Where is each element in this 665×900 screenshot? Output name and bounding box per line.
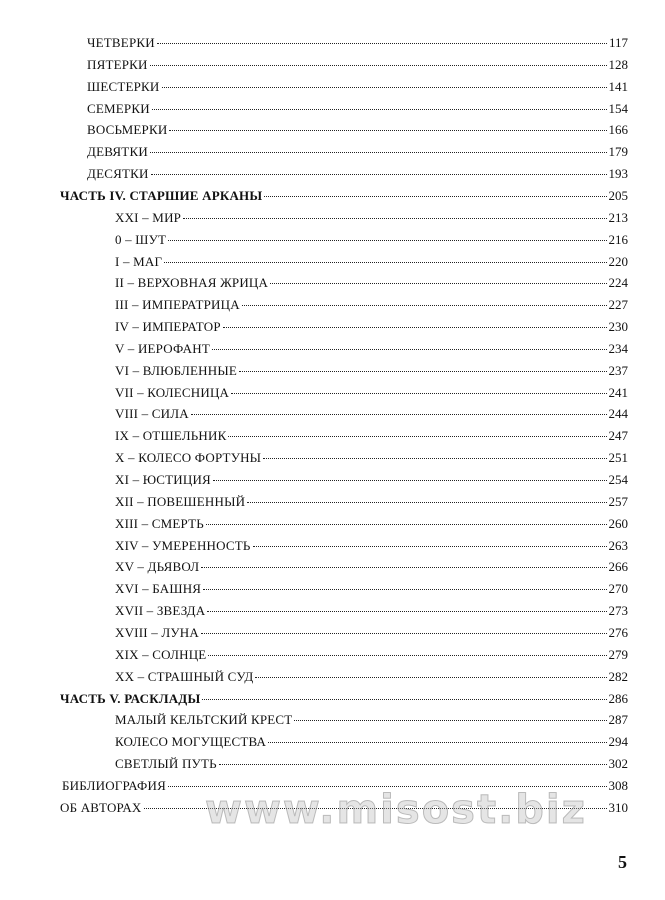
toc-entry-page: 254 xyxy=(608,472,628,487)
dot-leader xyxy=(144,808,607,809)
dot-leader xyxy=(151,174,607,175)
toc-entry-page: 251 xyxy=(608,450,628,466)
dot-leader xyxy=(183,218,606,219)
toc-entry xyxy=(115,251,628,273)
toc-entry-title: XVIII – ЛУНА xyxy=(115,624,199,640)
toc-entry xyxy=(60,797,628,819)
toc-entry xyxy=(115,447,628,469)
toc-entry-title: VII – КОЛЕСНИЦА xyxy=(115,384,230,400)
toc-entry xyxy=(115,644,628,666)
toc-entry xyxy=(115,229,628,251)
toc-entry xyxy=(115,513,628,535)
toc-entry-page: 270 xyxy=(608,581,628,597)
toc-entry xyxy=(115,207,628,229)
toc-entry-page: 154 xyxy=(608,100,628,116)
toc-entry-title: I – МАГ xyxy=(115,253,163,269)
dot-leader xyxy=(268,742,606,743)
toc-entry xyxy=(115,535,628,557)
dot-leader xyxy=(208,655,606,656)
toc-entry xyxy=(115,469,628,491)
toc-entry xyxy=(87,54,628,76)
dot-leader xyxy=(242,305,607,306)
dot-leader xyxy=(270,283,606,284)
toc-entry-page: 247 xyxy=(608,428,628,444)
toc-entry-page: 237 xyxy=(608,362,628,378)
toc-entry-page: 308 xyxy=(608,777,628,793)
dot-leader xyxy=(223,327,607,328)
dot-leader xyxy=(231,393,606,394)
toc-entry-title: ПЯТЕРКИ xyxy=(87,56,148,72)
dot-leader xyxy=(207,611,606,612)
toc-entry-title: ДЕСЯТКИ xyxy=(87,166,149,182)
toc-entry xyxy=(115,382,628,404)
toc-entry-title: XIX – СОЛНЦЕ xyxy=(115,646,207,662)
toc-entry-page: 263 xyxy=(608,537,628,553)
toc-entry-title: XXI – МИР xyxy=(115,209,182,225)
dot-leader xyxy=(169,130,606,131)
toc-entry-page: 244 xyxy=(608,406,628,422)
toc-entry xyxy=(87,98,628,120)
toc-entry-title: ЧЕТВЕРКИ xyxy=(87,35,155,50)
toc-entry-title: СЕМЕРКИ xyxy=(87,100,150,116)
toc-entry xyxy=(115,425,628,447)
toc-entry-title: XVII – ЗВЕЗДА xyxy=(115,603,206,619)
toc-entry-title: ШЕСТЕРКИ xyxy=(87,78,160,94)
toc-entry-page: 166 xyxy=(608,122,628,138)
dot-leader xyxy=(253,546,607,547)
watermark: www.misost.biz xyxy=(205,787,587,833)
toc-entry-title: ВОСЬМЕРКИ xyxy=(87,122,168,138)
toc-entry xyxy=(115,578,628,600)
dot-leader xyxy=(168,786,607,787)
dot-leader xyxy=(255,677,606,678)
toc-entry-title: ЧАСТЬ IV. СТАРШИЕ АРКАНЫ xyxy=(60,187,263,203)
toc-entry-title: 0 – ШУТ xyxy=(115,231,167,247)
toc-entry-page: 287 xyxy=(608,712,628,728)
dot-leader xyxy=(247,502,606,503)
dot-leader xyxy=(152,109,607,110)
toc-entry-page: 273 xyxy=(608,603,628,619)
toc-part-entry xyxy=(60,688,628,710)
toc-entry xyxy=(115,709,628,731)
toc-entry-title: XIII – СМЕРТЬ xyxy=(115,515,204,531)
toc-entry-title: X – КОЛЕСО ФОРТУНЫ xyxy=(115,450,262,466)
toc-entry-page: 282 xyxy=(608,668,628,684)
toc-entry-title: XVI – БАШНЯ xyxy=(115,581,202,597)
toc-entry xyxy=(115,338,628,360)
dot-leader xyxy=(150,65,607,66)
toc-entry-page: 193 xyxy=(608,166,628,182)
toc-part-entry xyxy=(60,185,628,207)
toc-entry-page: 257 xyxy=(608,493,628,509)
dot-leader xyxy=(213,480,607,481)
toc-entry-title: IX – ОТШЕЛЬНИК xyxy=(115,428,227,444)
toc-entry-title: VI – ВЛЮБЛЕННЫЕ xyxy=(115,362,238,378)
dot-leader xyxy=(202,699,606,700)
toc-entry-page: 286 xyxy=(608,690,628,706)
toc-entry-page: 230 xyxy=(608,319,628,335)
dot-leader xyxy=(228,436,606,437)
toc-entry xyxy=(87,119,628,141)
dot-leader xyxy=(263,458,606,459)
dot-leader xyxy=(239,371,606,372)
toc-entry-title: ЧАСТЬ V. РАСКЛАДЫ xyxy=(60,690,201,706)
toc-entry-page: 276 xyxy=(608,624,628,640)
toc-entry-page: 117 xyxy=(608,35,628,50)
toc-entry-title: XV – ДЬЯВОЛ xyxy=(115,559,200,575)
toc-entry-page: 279 xyxy=(608,646,628,662)
toc-entry xyxy=(87,163,628,185)
toc-entry xyxy=(115,272,628,294)
toc-entry-page: 227 xyxy=(608,297,628,313)
toc-entry-title: III – ИМПЕРАТРИЦА xyxy=(115,297,240,313)
toc-entry-page: 266 xyxy=(608,559,628,575)
toc-entry-page: 241 xyxy=(608,384,628,400)
dot-leader xyxy=(150,152,607,153)
toc-entry-page: 141 xyxy=(608,78,628,94)
toc-entry-title: XIV – УМЕРЕННОСТЬ xyxy=(115,537,251,553)
dot-leader xyxy=(168,240,606,241)
dot-leader xyxy=(212,349,607,350)
toc-entry xyxy=(115,731,628,753)
toc-entry-page: 234 xyxy=(608,340,628,356)
dot-leader xyxy=(201,633,607,634)
toc-entry-title: ОБ АВТОРАХ xyxy=(60,799,142,815)
toc-entry xyxy=(115,360,628,382)
dot-leader xyxy=(219,764,607,765)
toc-entry-page: 260 xyxy=(608,515,628,531)
toc-entry-title: VIII – СИЛА xyxy=(115,406,189,422)
toc-entry xyxy=(115,556,628,578)
toc-entry-page: 213 xyxy=(608,209,628,225)
toc-entry xyxy=(115,403,628,425)
toc-entry-title: МАЛЫЙ КЕЛЬТСКИЙ КРЕСТ xyxy=(115,712,293,728)
toc-entry xyxy=(62,775,628,797)
toc-entry-title: XX – СТРАШНЫЙ СУД xyxy=(115,668,254,684)
toc-entry-page: 310 xyxy=(608,799,628,815)
dot-leader xyxy=(191,414,607,415)
toc-entry-title: II – ВЕРХОВНАЯ ЖРИЦА xyxy=(115,275,269,291)
dot-leader xyxy=(294,720,606,721)
toc-entry-page: 205 xyxy=(608,187,628,203)
toc-entry-title: БИБЛИОГРАФИЯ xyxy=(62,777,166,793)
dot-leader xyxy=(201,567,606,568)
toc-entry-page: 128 xyxy=(608,56,628,72)
dot-leader xyxy=(203,589,606,590)
toc-entry xyxy=(115,622,628,644)
toc-entry xyxy=(87,141,628,163)
dot-leader xyxy=(157,43,607,44)
page-number: 5 xyxy=(618,852,627,872)
dot-leader xyxy=(164,262,606,263)
toc-entry-page: 302 xyxy=(608,756,628,772)
dot-leader xyxy=(206,524,607,525)
toc-entry xyxy=(87,32,628,54)
dot-leader xyxy=(162,87,607,88)
toc-entry xyxy=(115,753,628,775)
toc-entry-title: ДЕВЯТКИ xyxy=(87,144,148,160)
toc-entry-title: СВЕТЛЫЙ ПУТЬ xyxy=(115,756,217,772)
toc-entry xyxy=(87,76,628,98)
toc-entry xyxy=(115,600,628,622)
toc-entry-page: 179 xyxy=(608,144,628,160)
toc-entry-title: XI – ЮСТИЦИЯ xyxy=(115,472,211,487)
toc-entry-title: XII – ПОВЕШЕННЫЙ xyxy=(115,493,246,509)
toc-entry-page: 224 xyxy=(608,275,628,291)
toc-entry-page: 216 xyxy=(608,231,628,247)
toc-entry xyxy=(115,316,628,338)
toc-entry-page: 220 xyxy=(608,253,628,269)
dot-leader xyxy=(264,196,606,197)
toc-entry-title: V – ИЕРОФАНТ xyxy=(115,340,210,356)
toc-entry-title: КОЛЕСО МОГУЩЕСТВА xyxy=(115,734,267,750)
toc-entry xyxy=(115,491,628,513)
toc-entry xyxy=(115,294,628,316)
toc-entry-title: IV – ИМПЕРАТОР xyxy=(115,319,221,335)
toc-entry-page: 294 xyxy=(608,734,628,750)
toc-entry xyxy=(115,666,628,688)
